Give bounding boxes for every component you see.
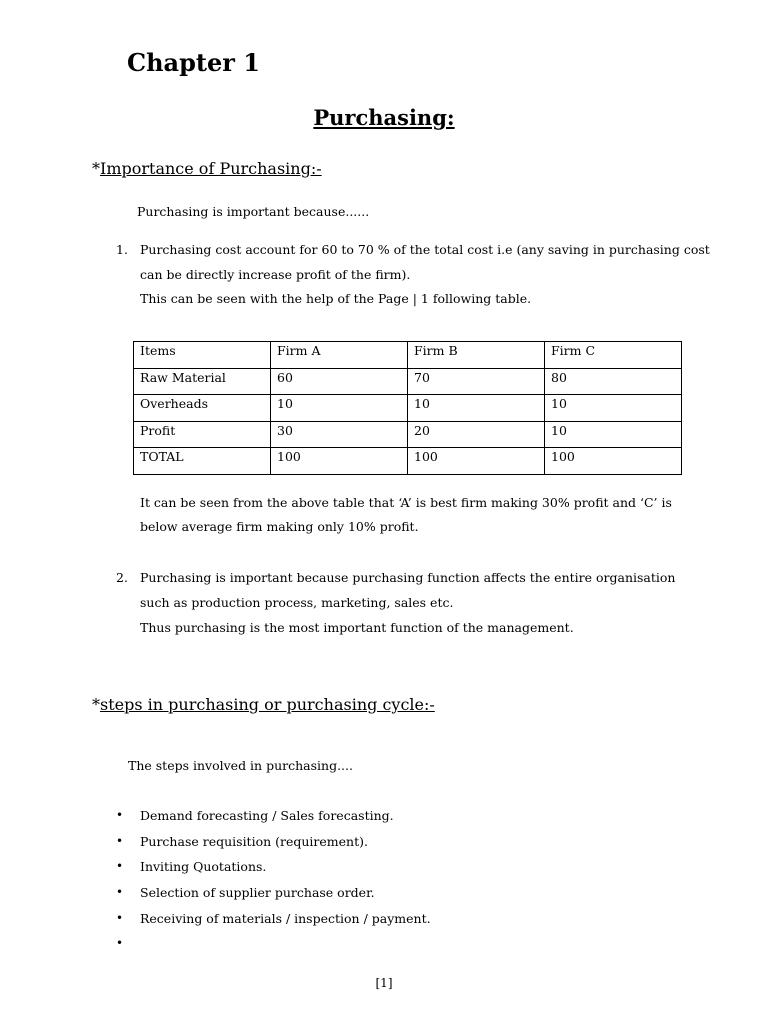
list-item: Demand forecasting / Sales forecasting. [140,808,394,823]
table-header-cell: Items [134,342,271,369]
table-cell: 100 [545,448,682,475]
table-cell: 60 [271,368,408,395]
paragraph-line: Purchasing is important because purchasing function affects the entire organisation [140,570,676,585]
bullet-icon: • [116,859,124,873]
table-cell: 100 [408,448,545,475]
table-cell: 10 [271,395,408,422]
heading-prefix: * [92,695,100,714]
heading-prefix: * [92,159,100,178]
table-cell: 80 [545,368,682,395]
bullet-icon: • [116,911,124,925]
paragraph-line: such as production process, marketing, sales etc. [140,595,454,610]
table-cell: 100 [271,448,408,475]
table-cell: 70 [408,368,545,395]
list-item: Purchase requisition (requirement). [140,834,368,849]
table-cell: 10 [408,395,545,422]
table-cell: Profit [134,421,271,448]
list-item: Selection of supplier purchase order. [140,885,375,900]
section-importance-heading [92,159,322,178]
table-row [134,395,682,422]
table-row [134,448,682,475]
table-header-cell: Firm A [271,342,408,369]
bullet-icon: • [116,885,124,899]
list-item: Inviting Quotations. [140,859,267,874]
table-header-cell: Firm B [408,342,545,369]
table-header-row [134,342,682,369]
paragraph-line: This can be seen with the help of the Page | 1 following table. [140,291,532,306]
paragraph-line: Purchasing cost account for 60 to 70 % of the total cost i.e (any saving in purchasing cost [140,242,710,257]
page-number: [1] [375,976,393,990]
heading-text: Importance of Purchasing:- [100,159,322,178]
bullet-icon: • [116,808,124,822]
list-number: 2. [116,570,128,585]
table-cell: Raw Material [134,368,271,395]
page-title: Purchasing: [313,105,455,130]
paragraph-line: can be directly increase profit of the firm). [140,267,411,282]
table-cell: 10 [545,421,682,448]
table-cell: 30 [271,421,408,448]
section-intro: Purchasing is important because...... [137,204,370,219]
table-row [134,368,682,395]
paragraph-line: It can be seen from the above table that ‘A’ is best firm making 30% profit and ‘C’ is [140,495,672,510]
paragraph-line: Thus purchasing is the most important function of the management. [140,620,574,635]
paragraph-line: below average firm making only 10% profit. [140,519,419,534]
cost-table [133,341,682,475]
table-cell: TOTAL [134,448,271,475]
heading-text: steps in purchasing or purchasing cycle:- [100,695,435,714]
list-item: Receiving of materials / inspection / payment. [140,911,431,926]
table-cell: Overheads [134,395,271,422]
bullet-icon: • [116,834,124,848]
table-header-cell: Firm C [545,342,682,369]
table-row [134,421,682,448]
table-cell: 10 [545,395,682,422]
section-intro: The steps involved in purchasing.... [128,758,353,773]
section-steps-heading [92,695,435,714]
chapter-heading: Chapter 1 [127,48,260,77]
list-number: 1. [116,242,128,257]
bullet-icon: • [116,936,124,950]
table-cell: 20 [408,421,545,448]
